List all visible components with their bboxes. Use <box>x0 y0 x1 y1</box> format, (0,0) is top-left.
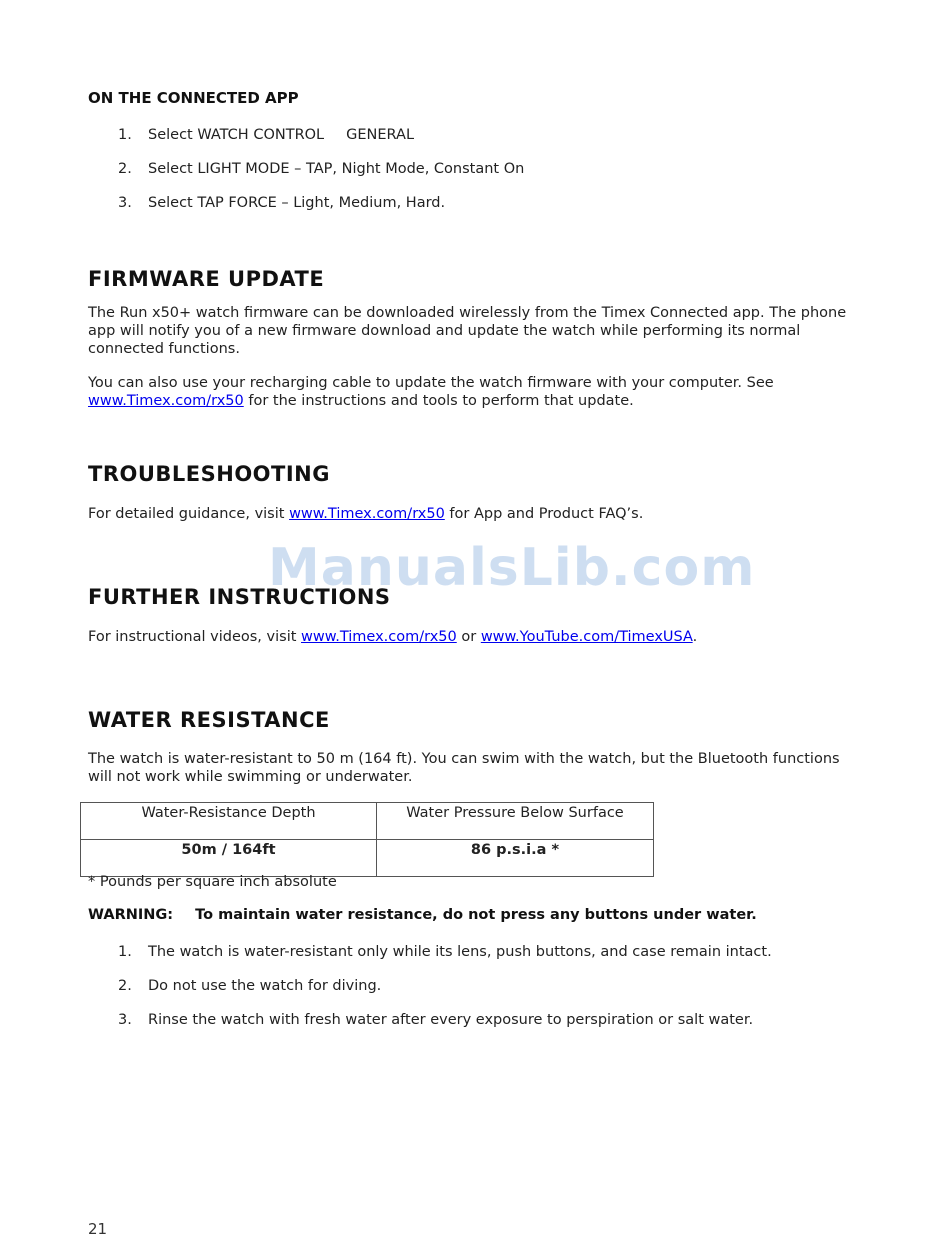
table-row <box>81 840 654 877</box>
step-text: Select TAP FORCE – Light, Medium, Hard. <box>148 195 446 211</box>
firmware-update-paragraph: The Run x50+ watch firmware can be downloaded wirelessly from the Timex Connected app. The phone app will notify you of a new firmware download and update the watch while performing its normal connected functions. <box>88 305 847 357</box>
item-text: Rinse the watch with fresh water after every exposure to perspiration or salt water. <box>148 1012 754 1028</box>
table-header-pressure: Water Pressure Below Surface <box>377 803 654 840</box>
troubleshooting-paragraph: For detailed guidance, visit www.Timex.com/rx50 for App and Product FAQ’s. <box>88 506 644 522</box>
further-instructions-title: FURTHER INSTRUCTIONS <box>88 585 391 609</box>
youtube-timexusa-link[interactable]: www.YouTube.com/TimexUSA <box>480 629 693 645</box>
water-resistance-intro: The watch is water-resistant to 50 m (164 ft). You can swim with the watch, but the Bluetooth functions will not work while swimming or underwater. <box>88 751 840 785</box>
step-number: 2. <box>118 161 132 177</box>
item-number: 1. <box>118 944 132 960</box>
item-text: The watch is water-resistant only while its lens, push buttons, and case remain intact. <box>148 944 772 960</box>
page-number: 21 <box>88 1220 108 1238</box>
table-header-depth: Water-Resistance Depth <box>81 803 377 840</box>
table-footnote: * Pounds per square inch absolute <box>88 874 337 890</box>
warning-label: WARNING: <box>88 907 174 923</box>
timex-rx50-link[interactable]: www.Timex.com/rx50 <box>88 393 244 409</box>
table-cell-pressure: 86 p.s.i.a * <box>377 840 654 877</box>
warning-text: To maintain water resistance, do not press any buttons under water. <box>195 907 757 923</box>
firmware-cable-paragraph: You can also use your recharging cable to update the watch firmware with your computer. See www.Timex.com/rx50 for the instructions and tools to perform that update. <box>88 375 774 409</box>
water-resistance-title: WATER RESISTANCE <box>88 708 330 732</box>
timex-rx50-link[interactable]: www.Timex.com/rx50 <box>301 629 457 645</box>
firmware-update-title: FIRMWARE UPDATE <box>88 267 325 291</box>
step-number: 1. <box>118 127 132 143</box>
water-resistance-table <box>80 802 654 877</box>
step-text: Select WATCH CONTROL <box>148 127 325 143</box>
troubleshooting-title: TROUBLESHOOTING <box>88 462 330 486</box>
item-text: Do not use the watch for diving. <box>148 978 382 994</box>
step-number: 3. <box>118 195 132 211</box>
item-number: 3. <box>118 1012 132 1028</box>
step-text-general: GENERAL <box>346 127 415 143</box>
table-row <box>81 803 654 840</box>
step-text: Select LIGHT MODE – TAP, Night Mode, Constant On <box>148 161 525 177</box>
further-instructions-paragraph: For instructional videos, visit www.Timex.com/rx50 or www.YouTube.com/TimexUSA. <box>88 629 698 645</box>
timex-rx50-link[interactable]: www.Timex.com/rx50 <box>289 506 445 522</box>
connected-app-heading: ON THE CONNECTED APP <box>88 89 299 107</box>
table-cell-depth: 50m / 164ft <box>81 840 377 877</box>
warning-notice <box>88 907 757 923</box>
item-number: 2. <box>118 978 132 994</box>
watermark: ManualsLib.com <box>268 538 756 598</box>
